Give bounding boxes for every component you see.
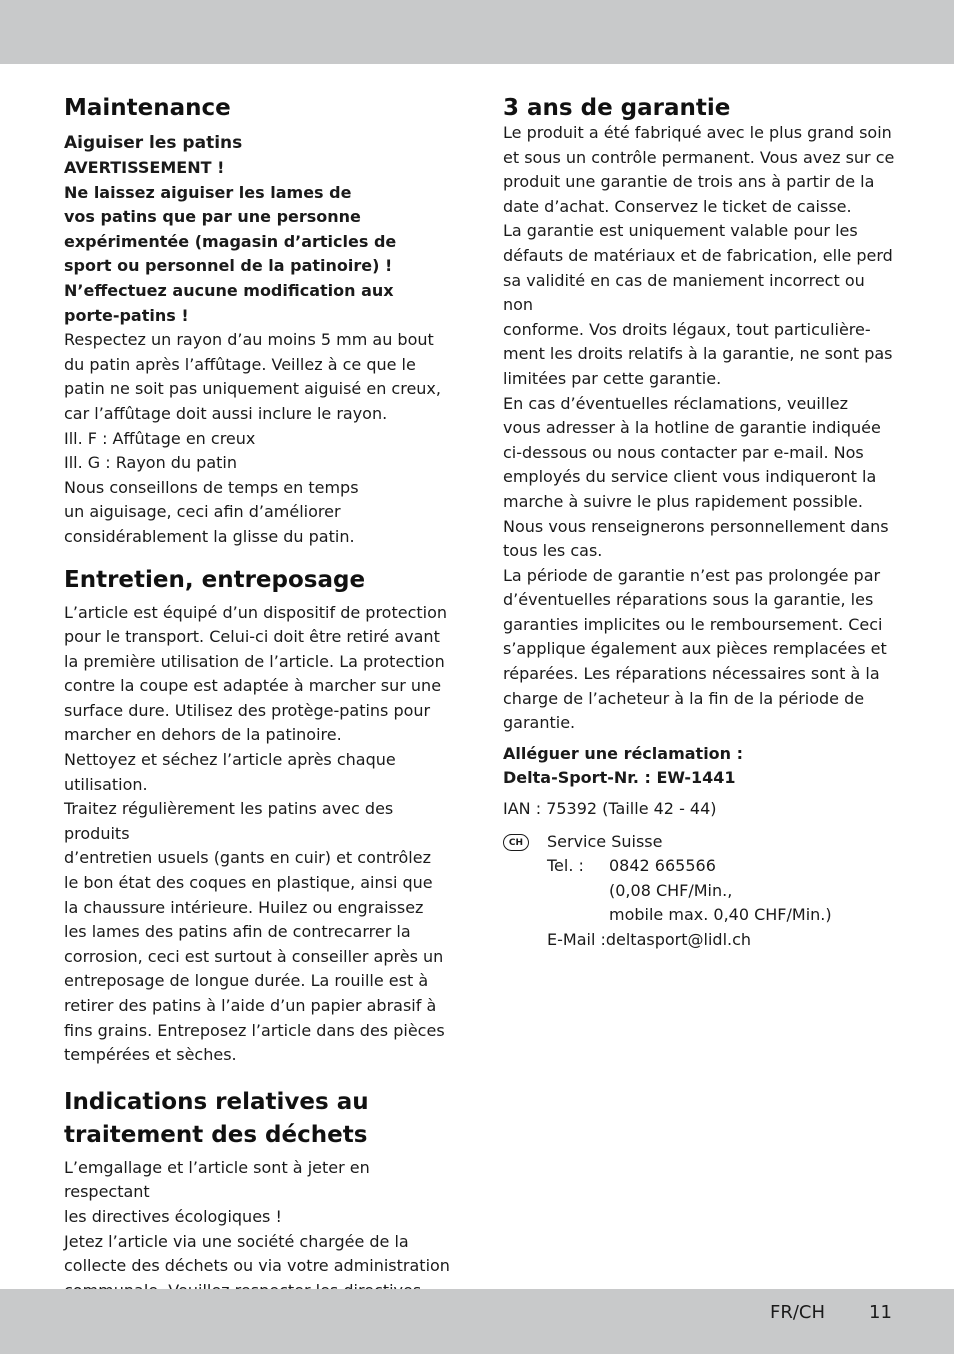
header-band <box>0 0 954 64</box>
swiss-flag-icon: CH <box>503 834 529 851</box>
footer-language: FR/CH <box>770 1302 826 1323</box>
right-column <box>503 92 895 953</box>
tel-value: 0842 665566 <box>609 856 716 876</box>
claim-line-2: Delta-Sport-Nr. : EW-1441 <box>503 768 736 788</box>
entretien-body: L’article est équipé d’un dispositif de protection pour le transport. Celui-ci doit être retiré avant la première utilisation de l’article. La protection contre la coupe est adaptée à marcher sur une surface dure. Utilisez des protège-patins pour marcher en dehors de la patinoire. Nettoyez et séchez l’article après chaque utilisation. Traitez régulièrement les patins avec des produits d’entretien usuels (gants en cuir) et contrôlez le bon état des coques en plastique, ainsi que la chaussure intérieure. Huilez ou engraissez les lames des patins afin de contrecarrer la corrosion, ceci est surtout à conseiller après un entreposage de longue durée. La rouille est à retirer des patins à l’aide d’un papier abrasif à fins grains. Entreposez l’article dans des pièces tempérées et sèches. <box>64 602 448 1065</box>
tel-label: Tel. : <box>547 856 584 876</box>
entretien-heading: Entretien, entreposage <box>64 566 366 593</box>
warning-label: AVERTISSEMENT ! <box>64 158 225 177</box>
service-details <box>547 830 895 953</box>
left-column <box>64 92 459 1328</box>
dechets-heading: Indications relatives au traitement des déchets <box>64 1088 369 1148</box>
service-name: Service Suisse <box>547 831 663 851</box>
service-rate-row-2 <box>547 903 895 928</box>
maintenance-body: Respectez un rayon d’au moins 5 mm au bout du patin après l’affûtage. Veillez à ce que le patin ne soit pas uniquement aiguisé en creux, car l’affûtage doit aussi inclure le rayon. Ill. F : Affûtage en creux Ill. G : Rayon du patin Nous conseillons de temps en temps un aiguisage, ceci afin d’améliorer considérablement la glisse du patin. <box>64 330 441 546</box>
service-block <box>503 830 895 953</box>
tel-rate-2: mobile max. 0,40 CHF/Min.) <box>609 905 832 925</box>
garantie-body: Le produit a été fabriqué avec le plus grand soin et sous un contrôle permanent. Vous avez sur ce produit une garantie de trois ans à partir de la date d’achat. Conservez le ticket de caisse. La garantie est uniquement valable pour les défauts de matériaux et de fabrication, elle perd sa validité en cas de maniement incorrect ou non conforme. Vos droits légaux, tout particulière- ment les droits relatifs à la garantie, ne sont pas limitées par cette garantie. En cas d’éventuelles réclamations, veuillez vous adresser à la hotline de garantie indiquée ci-dessous ou nous contacter par e-mail. Nos employés du service client vous indiqueront la marche à suivre le plus rapidement possible. Nous vous renseignerons personnellement dans tous les cas. La période de garantie n’est pas prolongée par d’éventuelles réparations sous la garantie, les garanties implicites ou le remboursement. Ceci s’applique également aux pièces remplacées et réparées. Les réparations nécessaires sont à la charge de l’acheteur à la fin de la période de garantie. <box>503 123 895 733</box>
claim-line-1: Alléguer une réclamation : <box>503 743 744 763</box>
garantie-heading: 3 ans de garantie <box>503 95 731 121</box>
maintenance-heading: Maintenance <box>64 95 231 121</box>
page-number: 11 <box>869 1302 892 1323</box>
warning-text: Ne laissez aiguiser les lames de vos patins que par une personne expérimentée (magasin d’articles de sport ou personnel de la patinoire) ! N’effectuez aucune modification aux porte-patins ! <box>64 182 397 325</box>
service-tel-row <box>547 854 895 879</box>
email-value: deltasport@lidl.ch <box>605 930 752 949</box>
service-rate-row-1 <box>547 879 895 904</box>
service-email-row <box>547 928 895 953</box>
tel-rate-1: (0,08 CHF/Min., <box>609 880 733 900</box>
email-label: E-Mail : <box>547 930 606 949</box>
ian-line: IAN : 75392 (Taille 42 - 44) <box>503 799 717 819</box>
dechets-body: L’emgallage et l’article sont à jeter en respectant les directives écologiques ! Jetez l’article via une société chargée de la collecte des déchets ou via votre administration <box>64 1157 450 1276</box>
sharpen-subheading: Aiguiser les patins <box>64 133 243 153</box>
